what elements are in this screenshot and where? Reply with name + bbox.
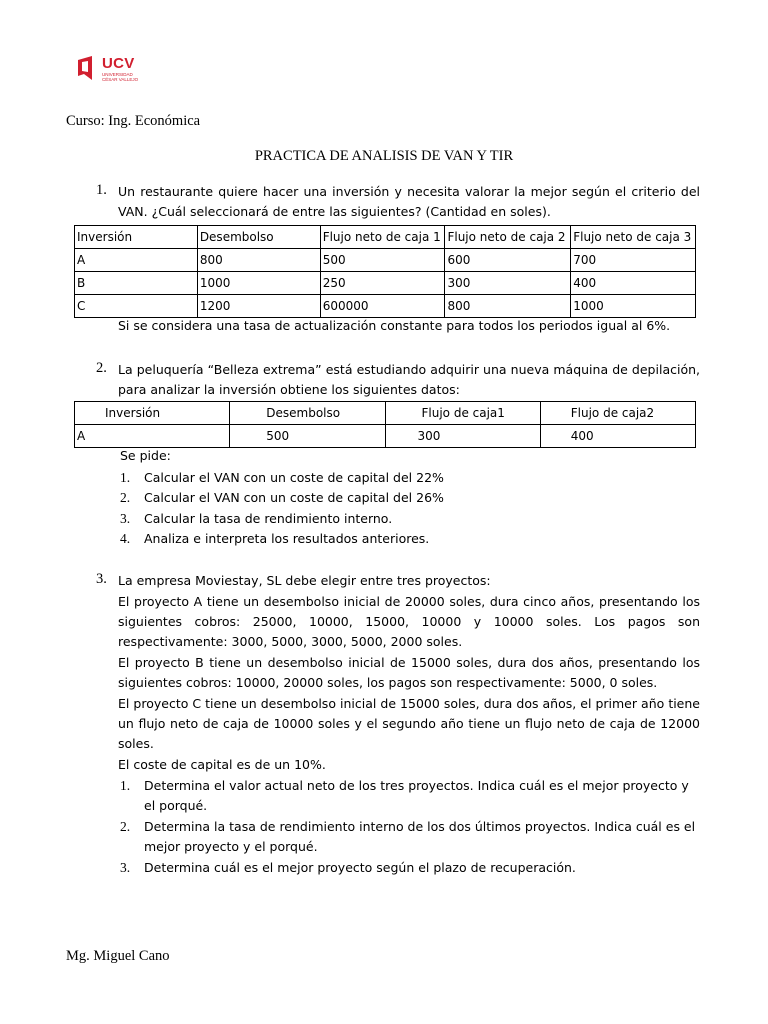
table-cell: 400 [540,425,695,448]
table-header-cell: Flujo neto de caja 3 [571,226,696,249]
q1-table [74,225,696,318]
table-cell: 700 [571,249,696,272]
list-item-number: 4. [120,531,131,546]
logo-subtitle: UNIVERSIDAD CÉSAR VALLEJO [102,72,139,82]
table-header-cell: Inversión [75,226,198,249]
table-header-cell: Flujo de caja2 [540,402,695,425]
list-item [120,529,700,549]
q3-intro: La empresa Moviestay, SL debe elegir entre tres proyectos: [118,573,491,588]
list-item-number: 1. [120,778,131,793]
course-label: Curso: Ing. Económica [66,113,201,129]
list-item [120,509,700,529]
table-cell: C [75,295,198,318]
table-cell: 500 [320,249,445,272]
list-item-text: Determina el valor actual neto de los tres proyectos. Indica cuál es el mejor proyecto y el porqué. [144,778,689,813]
list-item-text: Calcular la tasa de rendimiento interno. [144,511,393,526]
q2-text: La peluquería “Belleza extrema” está estudiando adquirir una nueva máquina de depilación, para analizar la inversión obtiene los siguientes datos: [118,362,700,397]
q1-text: Un restaurante quiere hacer una inversión y necesita valorar la mejor según el criterio del VAN. ¿Cuál seleccionará de entre las siguientes? (Cantidad en soles). [118,184,700,219]
table-header-row [75,226,696,249]
table-header-cell: Desembolso [197,226,320,249]
footer-author: Mg. Miguel Cano [66,948,170,964]
q3-project-c: El proyecto C tiene un desembolso inicial de 15000 soles, dura dos años, el primer año tiene un flujo neto de caja de 10000 soles y el segundo año tiene un flujo neto de caja de 12000 soles. [118,696,700,751]
q3-number: 3. [96,571,107,587]
table-cell: 600 [445,249,571,272]
list-item-number: 3. [120,860,131,875]
table-cell: 1200 [197,295,320,318]
list-item-number: 2. [120,819,131,834]
table-header-cell: Flujo de caja1 [385,402,540,425]
logo-text: UCV [102,55,135,72]
list-item-text: Calcular el VAN con un coste de capital del 26% [144,490,444,505]
table-cell: 400 [571,272,696,295]
table-cell: 1000 [571,295,696,318]
list-item-text: Calcular el VAN con un coste de capital del 22% [144,470,444,485]
table-cell: B [75,272,198,295]
q3-project-a: El proyecto A tiene un desembolso inicial de 20000 soles, dura cinco años, presentando los siguientes cobros: 25000, 10000, 15000, 10000 y 10000 soles. Los pagos son respectivamente: 3000, 5000, 3000, 5000, 2000 soles. [118,594,700,649]
table-cell: 250 [320,272,445,295]
table-header-cell: Flujo neto de caja 2 [445,226,571,249]
list-item [120,858,700,878]
list-item-number: 1. [120,470,131,485]
table-row [75,425,696,448]
list-item-number: 3. [120,511,131,526]
table-header-cell: Flujo neto de caja 1 [320,226,445,249]
table-cell: 800 [445,295,571,318]
table-cell: A [75,425,230,448]
table-row [75,249,696,272]
table-cell: 300 [385,425,540,448]
q2-number: 2. [96,360,107,376]
q1-number: 1. [96,182,107,198]
list-item-text: Determina cuál es el mejor proyecto según el plazo de recuperación. [144,860,576,875]
list-item-text: Analiza e interpreta los resultados anteriores. [144,531,430,546]
ucv-logo [78,56,138,82]
table-cell: A [75,249,198,272]
page-title: PRACTICA DE ANALISIS DE VAN Y TIR [254,148,514,164]
list-item [120,776,700,816]
table-row [75,295,696,318]
list-item [120,817,700,857]
table-cell: 500 [230,425,385,448]
q3-project-b: El proyecto B tiene un desembolso inicial de 15000 soles, dura dos años, presentando los siguientes cobros: 10000, 20000 soles, los pagos son respectivamente: 5000, 0 soles. [118,655,700,690]
list-item-number: 2. [120,490,131,505]
table-cell: 600000 [320,295,445,318]
table-cell: 800 [197,249,320,272]
table-row [75,272,696,295]
table-cell: 1000 [197,272,320,295]
q1-note: Si se considera una tasa de actualización constante para todos los periodos igual al 6%. [118,318,671,333]
q2-pide: Se pide: [120,448,171,463]
table-header-cell: Inversión [75,402,230,425]
ucv-shield-icon [78,56,100,80]
q3-coste: El coste de capital es de un 10%. [118,757,326,772]
q2-table [74,401,696,448]
list-item [120,488,700,508]
table-header-row [75,402,696,425]
table-cell: 300 [445,272,571,295]
list-item [120,468,700,488]
list-item-text: Determina la tasa de rendimiento interno de los dos últimos proyectos. Indica cuál es el mejor proyecto y el porqué. [144,819,696,854]
table-header-cell: Desembolso [230,402,385,425]
